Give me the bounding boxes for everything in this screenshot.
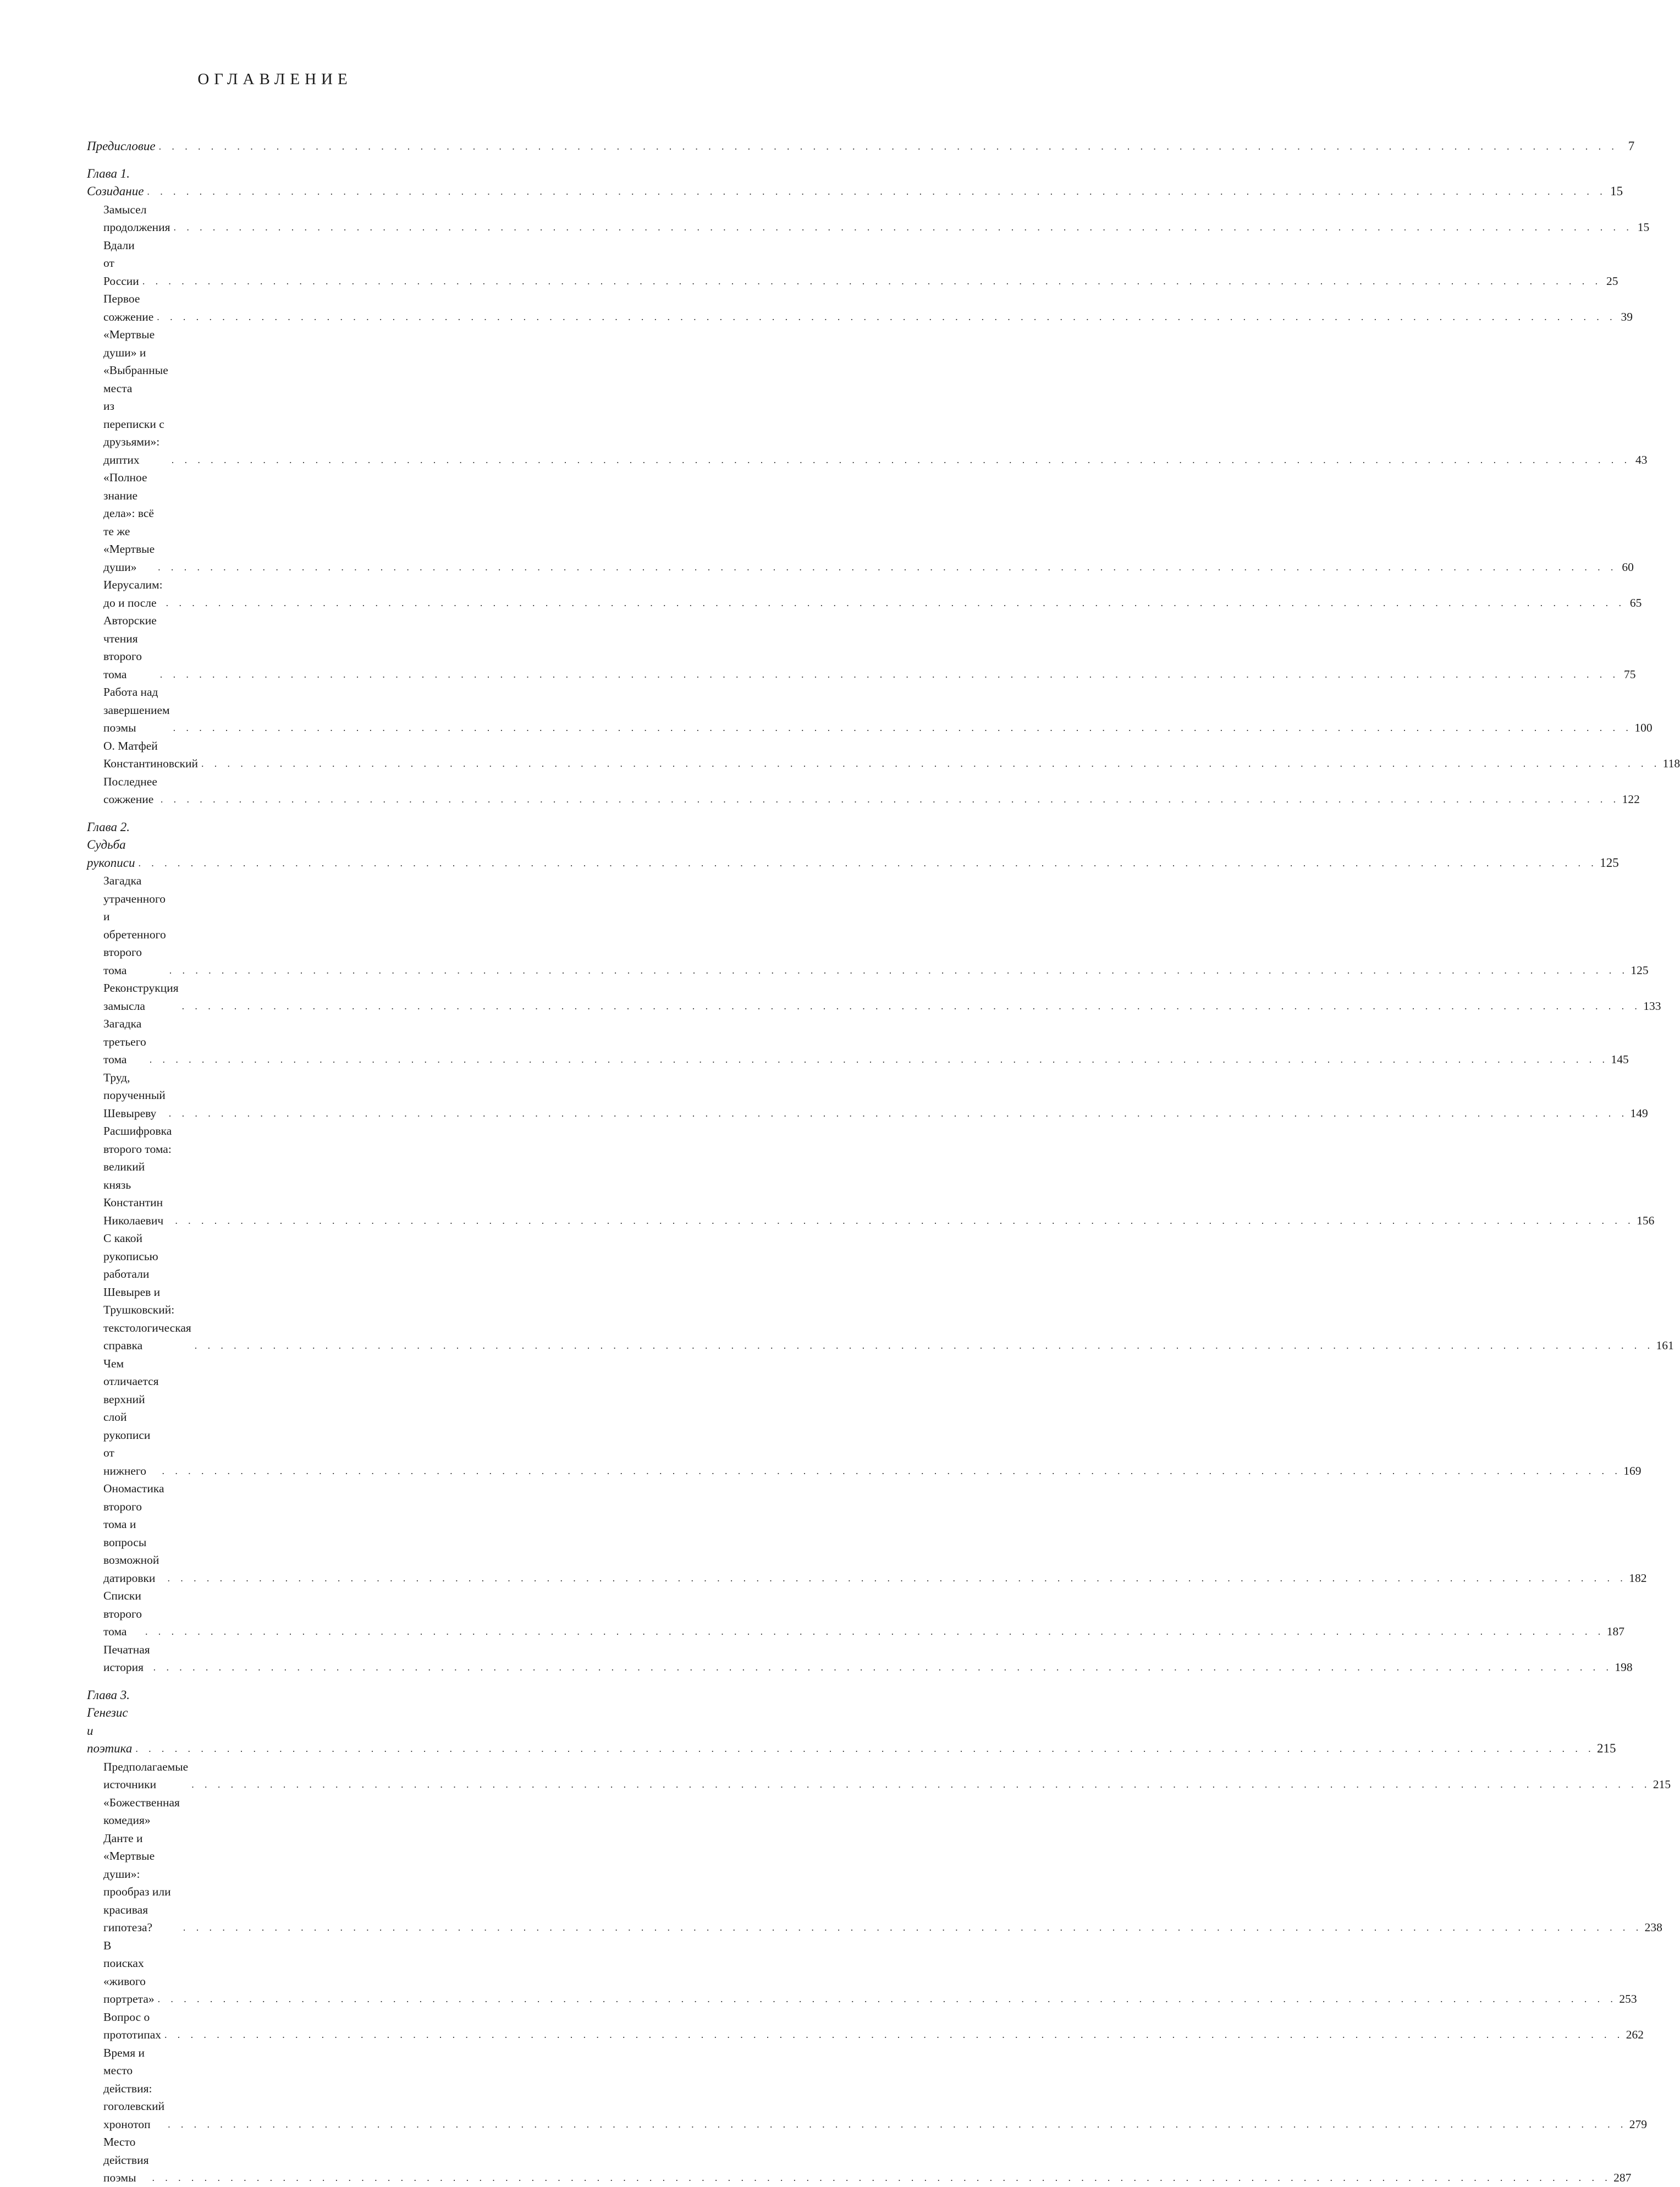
page-number: 149 [1630, 1106, 1648, 1120]
entry-title: Глава 3. Генезис и поэтика [87, 1688, 133, 1755]
entry-title: Списки второго тома [103, 1589, 142, 1638]
page-number: 215 [1597, 1741, 1616, 1755]
dot-leader [135, 1740, 1595, 1758]
entry-title: «Божественная комедия» Данте и «Мертвые души»: прообраз или красивая гипотеза? [103, 1795, 180, 1934]
toc-entry-section[interactable] [87, 1758, 1671, 1794]
page-number: 15 [1610, 184, 1623, 198]
toc-entry-section[interactable] [87, 872, 1649, 979]
dot-leader [153, 1658, 1613, 1677]
dot-leader [182, 997, 1642, 1015]
page-number: 118 [1662, 757, 1680, 770]
dot-leader [139, 854, 1598, 872]
entry-title: С какой рукописью работали Шевырев и Трушковский: текстологическая справка [103, 1232, 191, 1352]
dot-leader [157, 308, 1616, 326]
entry-title: Место действия поэмы [103, 2135, 149, 2184]
dot-leader [195, 1337, 1654, 1355]
toc-entry-section[interactable] [87, 326, 1648, 469]
dot-leader [183, 1919, 1643, 1937]
toc-entry-section[interactable] [87, 1015, 1629, 1069]
toc-entry-section[interactable] [87, 2044, 1648, 2134]
page-number: 133 [1643, 999, 1661, 1013]
page-number: 125 [1600, 855, 1619, 870]
page-number: 156 [1637, 1213, 1655, 1227]
page-number: 100 [1634, 721, 1653, 734]
entry-title: Глава 2. Судьба рукописи [87, 820, 135, 870]
toc-entry-section[interactable] [87, 1229, 1674, 1355]
page-number: 145 [1611, 1053, 1629, 1066]
toc-entry-section[interactable] [87, 1480, 1647, 1587]
page-number: 60 [1622, 560, 1634, 574]
entry-title: Печатная история [103, 1642, 150, 1674]
page-number: 169 [1623, 1464, 1642, 1477]
spacer [87, 156, 479, 165]
dot-leader [168, 2115, 1627, 2134]
toc-entry-section[interactable] [87, 237, 1618, 290]
dot-leader [191, 1776, 1651, 1794]
page-number: 262 [1626, 2028, 1644, 2041]
entry-title: Последнее сожжение [103, 774, 157, 806]
page-number: 215 [1653, 1778, 1671, 1791]
toc-entry-chapter[interactable] [87, 165, 1623, 201]
toc-entry-section[interactable] [87, 1587, 1624, 1641]
toc-entry-section[interactable] [87, 773, 1640, 809]
dot-leader [169, 1105, 1628, 1123]
entry-title: Предисловие [87, 139, 156, 153]
toc-entry-section[interactable] [87, 1937, 1637, 2008]
page-number: 198 [1615, 1661, 1633, 1674]
toc-entry-section[interactable] [87, 1122, 1655, 1229]
page-number: 75 [1624, 667, 1636, 681]
entry-title: В поисках «живого портрета» [103, 1938, 155, 2005]
dot-leader [164, 2026, 1624, 2044]
entry-title: О. Матфей Константиновский [103, 739, 198, 770]
dot-leader [147, 183, 1606, 201]
page-number: 187 [1606, 1625, 1624, 1638]
table-of-contents [87, 138, 1680, 2187]
page-number: 39 [1621, 310, 1633, 323]
toc-entry-section[interactable] [87, 1641, 1633, 1677]
toc-entry-section[interactable] [87, 612, 1636, 683]
page-number: 43 [1635, 453, 1648, 466]
entry-title: Реконструкция замысла [103, 981, 179, 1013]
toc-entry-chapter[interactable] [87, 1686, 1616, 1758]
toc-entry-section[interactable] [87, 1794, 1662, 1937]
entry-title: «Мертвые души» и «Выбранные места из переписки с друзьями»: диптих [103, 328, 168, 466]
entry-title: Авторские чтения второго тома [103, 614, 157, 681]
toc-entry-section[interactable] [87, 737, 1680, 773]
entry-title: Вдали от России [103, 238, 139, 288]
toc-entry-section[interactable] [87, 201, 1650, 237]
dot-leader [175, 1212, 1634, 1230]
spacer [87, 1677, 479, 1686]
spacer [87, 809, 479, 818]
page-number: 279 [1629, 2117, 1648, 2131]
page-number: 25 [1606, 274, 1618, 288]
entry-title: Первое сожжение [103, 292, 154, 323]
toc-entry-section[interactable] [87, 683, 1653, 737]
dot-leader [161, 790, 1620, 809]
toc-entry-chapter[interactable] [87, 818, 1619, 872]
toc-entry-preface[interactable] [87, 138, 1635, 156]
entry-title: Время и место действия: гоголевский хронотоп [103, 2046, 165, 2131]
entry-title: «Полное знание дела»: всё те же «Мертвые души» [103, 471, 155, 574]
entry-title: Предполагаемые источники [103, 1760, 189, 1791]
toc-entry-section[interactable] [87, 1355, 1642, 1480]
page-number: 15 [1637, 221, 1650, 234]
toc-entry-section[interactable] [87, 979, 1661, 1015]
dot-leader [166, 594, 1626, 612]
toc-entry-section[interactable] [87, 1069, 1648, 1123]
entry-title: Замысел продолжения [103, 202, 170, 234]
dot-leader [158, 558, 1617, 576]
toc-entry-section[interactable] [87, 469, 1634, 576]
page-number: 253 [1619, 1992, 1637, 2005]
entry-title: Работа над завершением поэмы [103, 685, 170, 734]
page-number: 182 [1629, 1571, 1647, 1585]
dot-leader [159, 138, 1618, 156]
entry-title: Загадка третьего тома [103, 1017, 146, 1066]
toc-entry-section[interactable] [87, 2008, 1644, 2044]
dot-leader [174, 218, 1633, 237]
page-number: 65 [1629, 596, 1642, 609]
dot-leader [201, 755, 1661, 773]
dot-leader [145, 1623, 1605, 1641]
dot-leader [173, 719, 1633, 737]
dot-leader [158, 1990, 1617, 2008]
toc-entry-section[interactable] [87, 576, 1642, 612]
entry-title: Вопрос о прототипах [103, 2010, 162, 2041]
toc-entry-section[interactable] [87, 2133, 1632, 2187]
page-number: 7 [1628, 139, 1635, 153]
dot-leader [172, 451, 1631, 469]
entry-title: Загадка утраченного и обретенного второго тома [103, 874, 166, 977]
page-number: 125 [1631, 963, 1649, 977]
page-number: 287 [1613, 2171, 1632, 2184]
dot-leader [169, 961, 1629, 980]
page-title: ОГЛАВЛЕНИЕ [197, 70, 352, 88]
dot-leader [160, 666, 1620, 684]
dot-leader [142, 272, 1602, 290]
dot-leader [162, 1462, 1622, 1480]
entry-title: Ономастика второго тома и вопросы возможной датировки [103, 1482, 164, 1585]
dot-leader [167, 1569, 1627, 1587]
page-number: 161 [1656, 1339, 1674, 1352]
entry-title: Глава 1. Созидание [87, 166, 144, 198]
entry-title: Труд, порученный Шевыреву [103, 1070, 166, 1120]
entry-title: Чем отличается верхний слой рукописи от нижнего [103, 1356, 159, 1477]
dot-leader [150, 1051, 1609, 1069]
toc-entry-section[interactable] [87, 290, 1633, 326]
entry-title: Иерусалим: до и после [103, 578, 163, 609]
page-number: 122 [1622, 793, 1640, 806]
page-number: 238 [1644, 1921, 1662, 1934]
entry-title: Расшифровка второго тома: великий князь Константин Николаевич [103, 1124, 172, 1227]
dot-leader [152, 2169, 1611, 2187]
